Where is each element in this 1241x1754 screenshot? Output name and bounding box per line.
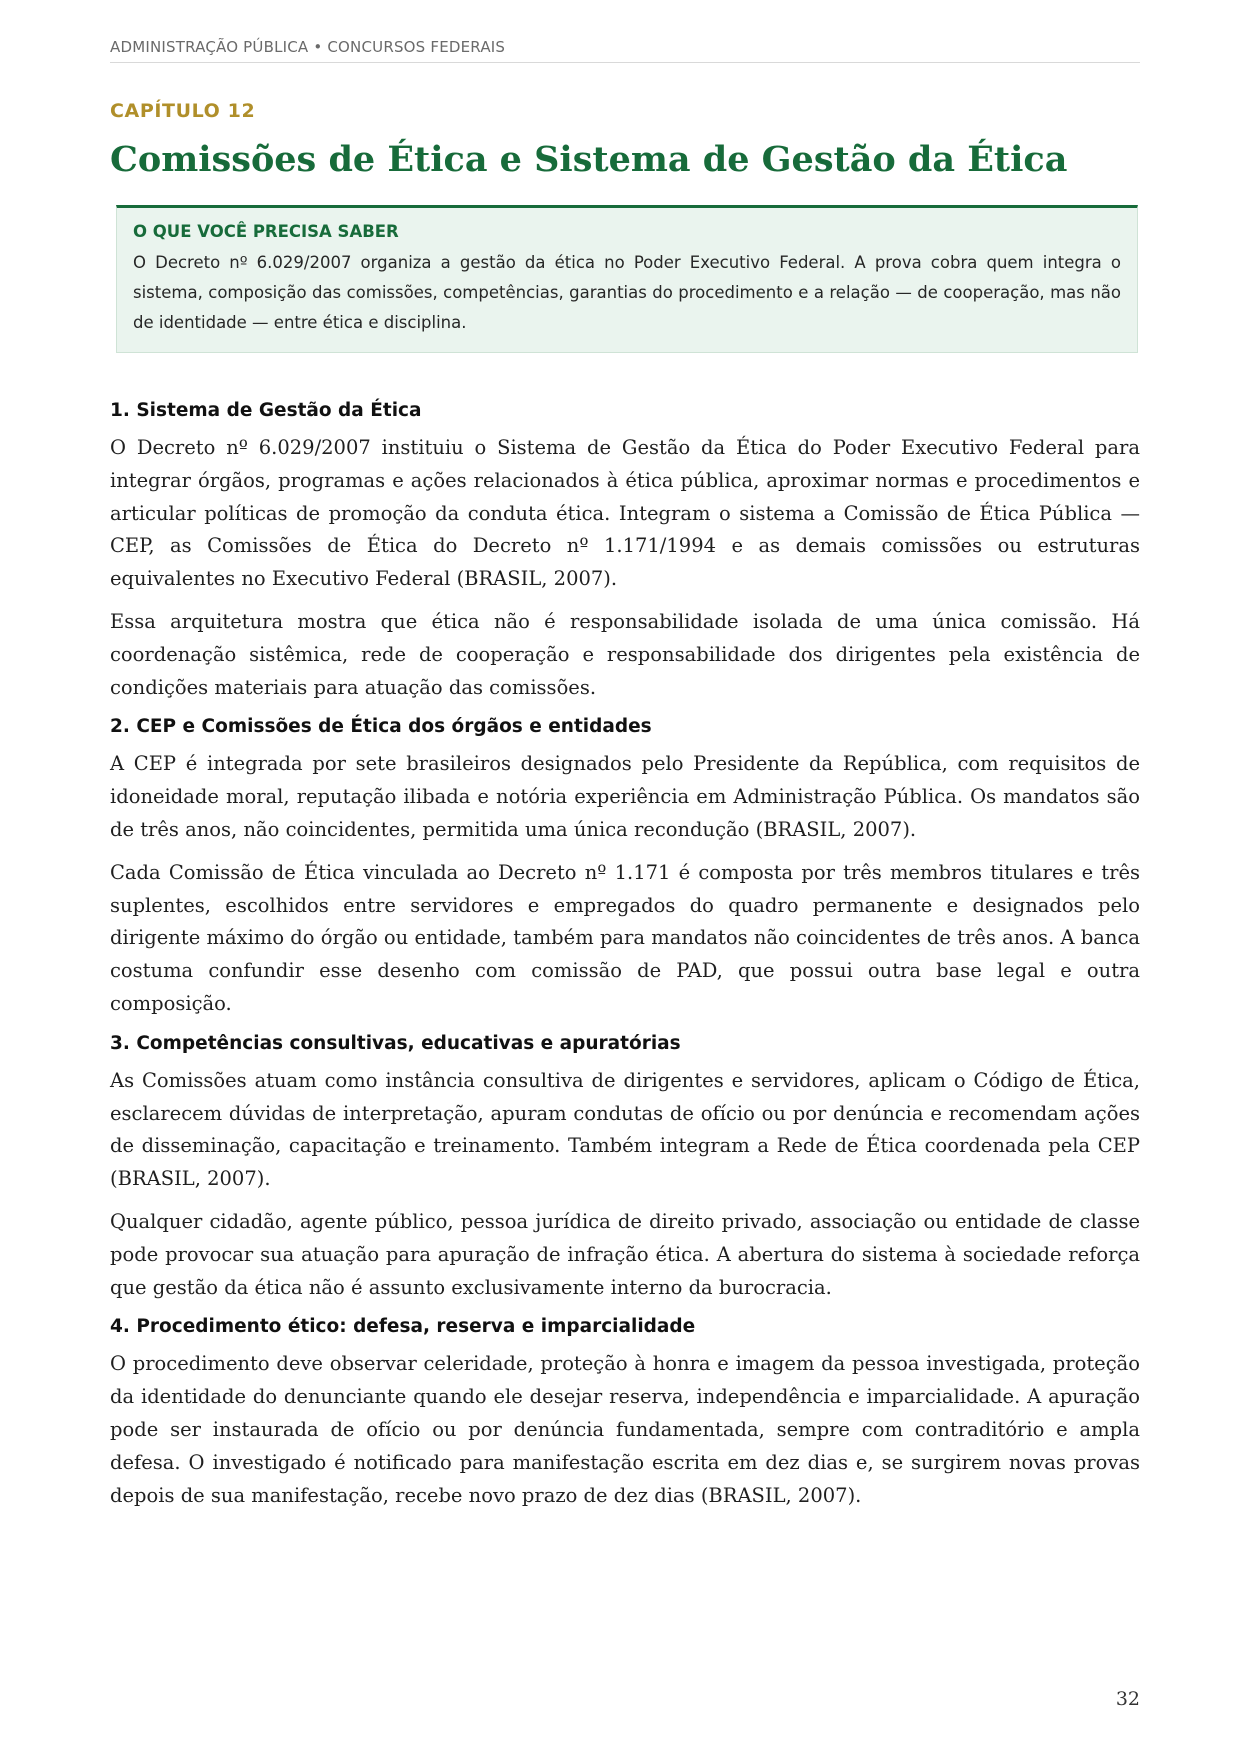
section-heading: 3. Competências consultivas, educativas e apuratórias	[110, 1032, 681, 1054]
chapter-label: CAPÍTULO 12	[110, 100, 256, 122]
callout-title: O QUE VOCÊ PRECISA SABER	[133, 222, 399, 241]
paragraph: Essa arquitetura mostra que ética não é responsabilidade isolada de uma única comissão. Há coordenação sistêmica, rede de cooperação e responsabilidade dos dirigentes pela existência de condições materiais para atuação das comissões.	[110, 609, 1140, 699]
section-heading: 2. CEP e Comissões de Ética dos órgãos e entidades	[110, 716, 652, 738]
paragraph: Cada Comissão de Ética vinculada ao Decreto nº 1.171 é composta por três membros titulares e três suplentes, escolhidos entre servidores e empregados do quadro permanente e designados pelo dirigente máximo do órgão ou entidade, também para mandatos não coincidentes de três anos. A banca costuma confundir esse desenho com comissão de PAD, que possui outra base legal e outra composição.	[110, 860, 1140, 1015]
paragraph: A CEP é integrada por sete brasileiros designados pelo Presidente da República, com requisitos de idoneidade moral, reputação ilibada e notória experiência em Administração Pública. Os mandatos são de três anos, não coincidentes, permitida uma única recondução (BRASIL, 2007).	[110, 752, 1140, 841]
callout-body: O Decreto nº 6.029/2007 organiza a gestão da ética no Poder Executivo Federal. A prova cobra quem integra o sistema, composição das comissões, competências, garantias do procedimento e a relação — de cooperação, mas não de identidade — entre ética e disciplina.	[133, 253, 1121, 332]
page-number: 32	[1115, 1688, 1140, 1710]
running-header: ADMINISTRAÇÃO PÚBLICA • CONCURSOS FEDERAIS	[110, 38, 1140, 63]
paragraph: Qualquer cidadão, agente público, pessoa jurídica de direito privado, associação ou entidade de classe pode provocar sua atuação para apuração de infração ética. A abertura do sistema à sociedade reforça que gestão da ética não é assunto exclusivamente interno da burocracia.	[110, 1209, 1140, 1299]
document-page	[110, 0, 1140, 1754]
chapter-title: Comissões de Ética e Sistema de Gestão da Ética	[110, 139, 1068, 180]
paragraph: As Comissões atuam como instância consultiva de dirigentes e servidores, aplicam o Código de Ética, esclarecem dúvidas de interpretação, apuram condutas de ofício ou por denúncia e recomendam ações de disseminação, capacitação e treinamento. Também integram a Rede de Ética coordenada pela CEP (BRASIL, 2007).	[110, 1068, 1140, 1191]
section-heading: 1. Sistema de Gestão da Ética	[110, 400, 422, 421]
paragraph: O Decreto nº 6.029/2007 instituiu o Sistema de Gestão da Ética do Poder Executivo Federal para integrar órgãos, programas e ações relacionados à ética pública, aproximar normas e procedimentos e articular políticas de promoção da conduta ética. Integram o sistema a Comissão de Ética Pública — CEP, as Comissões de Ética do Decreto nº 1.171/1994 e as demais comissões ou estruturas equivalentes no Executivo Federal (BRASIL, 2007).	[110, 436, 1140, 591]
paragraph: O procedimento deve observar celeridade, proteção à honra e imagem da pessoa investigada, proteção da identidade do denunciante quando ele desejar reserva, independência e imparcialidade. A apuração pode ser instaurada de ofício ou por denúncia fundamentada, sempre com contraditório e ampla defesa. O investigado é notificado para manifestação escrita em dez dias e, se surgirem novas provas depois de sua manifestação, recebe novo prazo de dez dias (BRASIL, 2007).	[110, 1352, 1140, 1507]
chapter-content	[110, 398, 1140, 1522]
section-heading: 4. Procedimento ético: defesa, reserva e imparcialidade	[110, 1316, 696, 1338]
summary-callout	[116, 205, 1138, 353]
